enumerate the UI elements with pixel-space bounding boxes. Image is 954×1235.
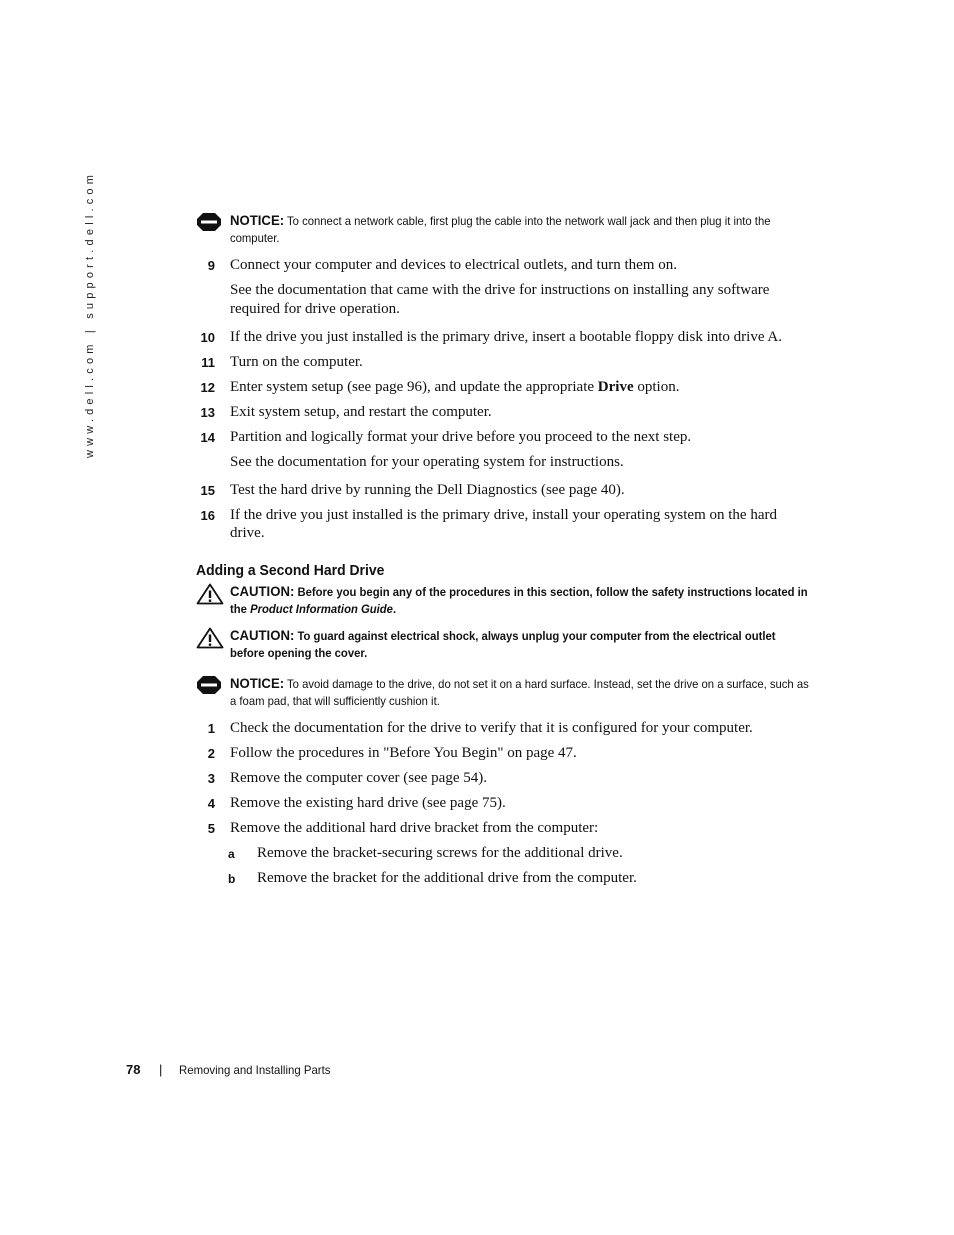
step-11 [196, 353, 806, 371]
notice-text [230, 212, 809, 247]
caution-label: CAUTION: [230, 583, 295, 599]
notice-label: NOTICE: [230, 212, 285, 228]
notice-network-cable [196, 212, 816, 247]
step-text: Turn on the computer. [230, 354, 363, 370]
notice-body: To connect a network cable, first plug the cable into the network wall jack and then plug it into the computer. [230, 214, 771, 245]
step-number: 9 [207, 258, 215, 273]
notice-icon [196, 212, 222, 232]
substep-letter: b [228, 872, 236, 886]
substep-text: Remove the bracket-securing screws for the additional drive. [257, 845, 623, 861]
caution-body-end: . [392, 602, 397, 616]
warning-triangle-icon [196, 627, 224, 649]
caution-label: CAUTION: [230, 627, 295, 643]
paragraph-os-docs: See the documentation for your operating system for instructions. [230, 454, 624, 470]
step-number: 16 [200, 508, 215, 523]
step-text: Partition and logically format your drive before you proceed to the next step. [230, 429, 692, 445]
step-text: Follow the procedures in "Before You Begin" on page 47. [230, 745, 577, 761]
substep-b [228, 869, 808, 887]
caution-electrical [196, 627, 816, 662]
step-text: If the drive you just installed is the primary drive, insert a bootable floppy disk into drive A. [230, 329, 782, 345]
step-number: 10 [200, 330, 215, 345]
step-number: 5 [207, 821, 215, 836]
notice-drive-damage [196, 675, 816, 710]
step-text-part: Enter system setup (see page 96), and update the appropriate [230, 379, 598, 395]
step-text: Remove the computer cover (see page 54). [230, 770, 487, 786]
notice-text [230, 675, 809, 710]
step-number: 15 [200, 483, 215, 498]
step-15 [196, 481, 806, 499]
substep-a [228, 844, 808, 862]
step-4 [196, 794, 806, 812]
step-text: Check the documentation for the drive to verify that it is configured for your computer. [230, 720, 753, 736]
step-2 [196, 744, 806, 762]
step-16 [196, 506, 806, 542]
step-number: 14 [200, 430, 215, 445]
step-9 [196, 256, 806, 274]
step-text: If the drive you just installed is the primary drive, install your operating system on the hard drive. [230, 507, 777, 541]
drive-option-label: Drive [597, 379, 634, 395]
step-number: 13 [200, 405, 215, 420]
step-number: 12 [200, 380, 215, 395]
step-14 [196, 428, 806, 446]
chapter-title: Removing and Installing Parts [179, 1063, 331, 1077]
notice-body: To avoid damage to the drive, do not set it on a hard surface. Instead, set the drive on a surface, such as a foam pad, that will sufficiently cushion it. [230, 677, 809, 708]
guide-title: Product Information Guide [250, 602, 393, 616]
step-number: 4 [207, 796, 215, 811]
footer-separator: | [159, 1062, 163, 1077]
step-text: Exit system setup, and restart the computer. [230, 404, 492, 420]
caution-body: To guard against electrical shock, always unplug your computer from the electrical outlet before opening the cover. [230, 629, 776, 660]
step-number: 3 [207, 771, 215, 786]
caution-text [230, 583, 809, 618]
caution-text [230, 627, 809, 662]
step-13 [196, 403, 806, 421]
paragraph-drive-software: See the documentation that came with the drive for instructions on installing any software required for drive operation. [230, 282, 770, 317]
step-3 [196, 769, 806, 787]
step-text: Remove the existing hard drive (see page 75). [230, 795, 506, 811]
step-text [230, 378, 805, 396]
step-10 [196, 328, 806, 346]
substep-text: Remove the bracket for the additional drive from the computer. [257, 870, 637, 886]
caution-safety [196, 583, 816, 618]
step-number: 1 [207, 721, 215, 736]
step-number: 2 [207, 746, 215, 761]
step-text: Test the hard drive by running the Dell Diagnostics (see page 40). [230, 482, 625, 498]
step-text: Connect your computer and devices to electrical outlets, and turn them on. [230, 257, 677, 273]
step-1 [196, 719, 806, 737]
notice-icon [196, 675, 222, 695]
page-number: 78 [126, 1062, 141, 1077]
caution-body: Before you begin any of the procedures in this section, follow the safety instructions located in the [230, 585, 808, 616]
section-heading: Adding a Second Hard Drive [196, 562, 385, 579]
step-5 [196, 819, 806, 837]
substep-letter: a [228, 847, 235, 861]
warning-triangle-icon [196, 583, 224, 605]
step-text: Remove the additional hard drive bracket from the computer: [230, 820, 599, 836]
step-number: 11 [201, 355, 215, 370]
step-12 [196, 378, 806, 396]
notice-label: NOTICE: [230, 675, 285, 691]
step-text-part: option. [633, 379, 680, 395]
sidebar-url: www.dell.com | support.dell.com [84, 170, 96, 458]
